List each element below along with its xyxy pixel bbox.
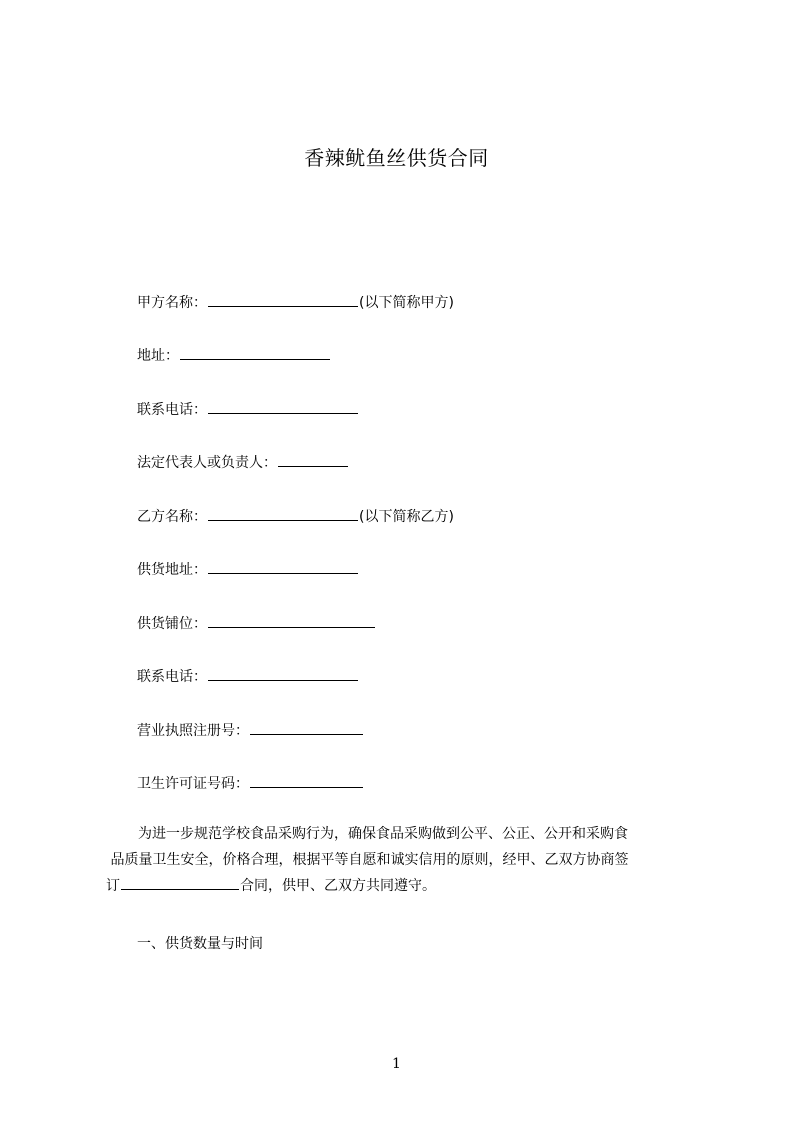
intro-line-1: 为进一步规范学校食品采购行为，确保食品采购做到公平、公正、公开和采购食: [138, 826, 628, 842]
party-a-name-field: [137, 292, 454, 312]
party-b-name-suffix: (以下简称乙方): [359, 509, 454, 525]
business-license-blank[interactable]: [250, 720, 363, 735]
supply-stall-blank[interactable]: [208, 613, 375, 628]
supply-stall-field: [137, 613, 376, 633]
health-permit-blank[interactable]: [250, 773, 363, 788]
phone-a-field: [137, 399, 359, 419]
intro-line-3: 订 合同，供甲、乙双方共同遵守。: [106, 873, 706, 899]
party-a-name-blank[interactable]: [208, 292, 358, 307]
address-field: [137, 345, 331, 365]
address-label: 地址：: [137, 348, 179, 364]
phone-a-blank[interactable]: [208, 399, 358, 414]
business-license-field: [137, 720, 364, 740]
phone-b-field: [137, 666, 359, 686]
intro-paragraph: [106, 821, 706, 899]
phone-a-label: 联系电话：: [137, 402, 207, 418]
legal-rep-blank[interactable]: [278, 452, 348, 467]
supply-address-field: [137, 559, 359, 579]
address-blank[interactable]: [180, 345, 330, 360]
party-a-name-label: 甲方名称：: [137, 295, 207, 311]
party-b-name-field: [137, 506, 454, 526]
supply-stall-label: 供货铺位：: [137, 616, 207, 632]
intro-line-2: 品质量卫生安全，价格合理，根据平等自愿和诚实信用的原则，经甲、乙双方协商签: [110, 852, 629, 868]
party-b-name-label: 乙方名称：: [137, 509, 207, 525]
legal-rep-field: [137, 452, 349, 472]
legal-rep-label: 法定代表人或负责人：: [137, 455, 277, 471]
party-b-name-blank[interactable]: [208, 506, 358, 521]
contract-name-blank[interactable]: [121, 875, 239, 890]
supply-address-label: 供货地址：: [137, 562, 207, 578]
party-a-name-suffix: (以下简称甲方): [359, 295, 454, 311]
health-permit-label: 卫生许可证号码：: [137, 776, 249, 792]
section-heading: 一、供货数量与时间: [137, 936, 263, 952]
document-title: 香辣鱿鱼丝供货合同: [304, 146, 489, 170]
supply-address-blank[interactable]: [208, 559, 358, 574]
page-number: 1: [392, 1056, 401, 1072]
business-license-label: 营业执照注册号：: [137, 723, 249, 739]
phone-b-label: 联系电话：: [137, 669, 207, 685]
health-permit-field: [137, 773, 364, 793]
phone-b-blank[interactable]: [208, 666, 358, 681]
